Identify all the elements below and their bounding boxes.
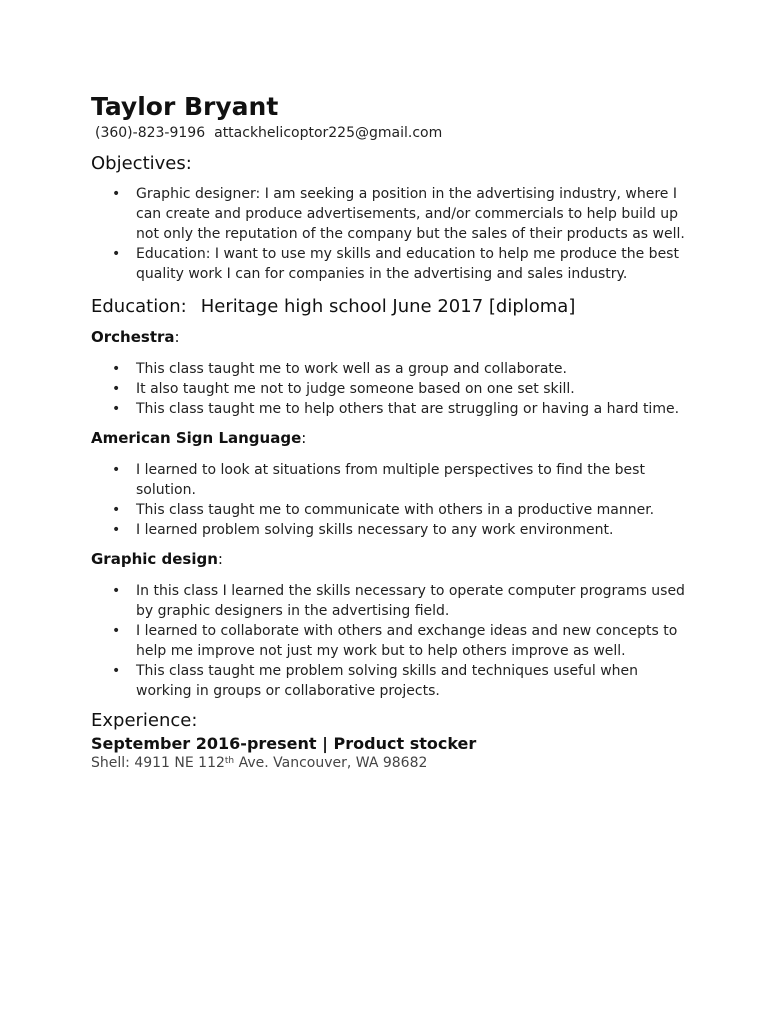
bullet-icon: • bbox=[112, 401, 121, 417]
job-location: Shell: 4911 NE 112th Ave. Vancouver, WA 98682 bbox=[91, 755, 428, 771]
list-item: • I learned problem solving skills necessary to any work environment. bbox=[112, 522, 614, 538]
bullet-icon: • bbox=[112, 522, 121, 538]
list-item: • Graphic designer: I am seeking a position in the advertising industry, where I can create and produce advertisements, and/or commercials to help build up not only the reputation of the company but the sales of their products as well. bbox=[112, 186, 685, 242]
bullet-icon: • bbox=[112, 502, 121, 518]
experience-heading: Experience: bbox=[91, 710, 198, 731]
email-address: attackhelicoptor225@gmail.com bbox=[214, 125, 443, 141]
bullet-icon: • bbox=[112, 361, 121, 377]
list-item: • Education: I want to use my skills and education to help me produce the best quality work I can for companies in the advertising and sales industry. bbox=[112, 246, 679, 282]
list-item: • This class taught me problem solving skills and techniques useful when working in groups or collaborative projects. bbox=[112, 663, 639, 699]
bullet-icon: • bbox=[112, 186, 121, 202]
bullet-icon: • bbox=[112, 583, 121, 599]
list-item: • I learned to collaborate with others and exchange ideas and new concepts to help me improve not just my work but to help others improve as well. bbox=[112, 623, 678, 659]
resume-name: Taylor Bryant bbox=[91, 92, 279, 121]
education-institution: Heritage high school June 2017 [diploma] bbox=[200, 296, 576, 317]
objectives-heading: Objectives: bbox=[91, 153, 192, 174]
bullet-icon: • bbox=[112, 623, 121, 639]
list-item: • This class taught me to communicate with others in a productive manner. bbox=[112, 502, 655, 518]
list-item: • It also taught me not to judge someone based on one set skill. bbox=[112, 381, 575, 397]
list-item: • In this class I learned the skills necessary to operate computer programs used by graphic designers in the advertising field. bbox=[112, 583, 685, 619]
job-title: September 2016-present | Product stocker bbox=[91, 734, 477, 753]
list-item: • This class taught me to help others that are struggling or having a hard time. bbox=[112, 401, 680, 417]
graphic-design-list bbox=[91, 581, 691, 701]
subsection-heading-orchestra: Orchestra: bbox=[91, 328, 180, 346]
subsection-heading-graphic-design: Graphic design: bbox=[91, 550, 223, 568]
bullet-icon: • bbox=[112, 246, 121, 262]
list-item: • I learned to look at situations from multiple perspectives to find the best solution. bbox=[112, 462, 645, 498]
education-heading: Education: Heritage high school June 2017 [diploma] bbox=[91, 296, 576, 317]
phone-number: (360)-823-9196 bbox=[95, 125, 206, 141]
list-item: • This class taught me to work well as a group and collaborate. bbox=[112, 361, 567, 377]
objectives-list bbox=[91, 184, 691, 284]
contact-line bbox=[95, 124, 691, 142]
subsection-heading-asl: American Sign Language: bbox=[91, 429, 307, 447]
resume-page bbox=[91, 92, 691, 773]
orchestra-list bbox=[91, 359, 691, 419]
asl-list bbox=[91, 460, 691, 540]
bullet-icon: • bbox=[112, 462, 121, 478]
bullet-icon: • bbox=[112, 381, 121, 397]
bullet-icon: • bbox=[112, 663, 121, 679]
